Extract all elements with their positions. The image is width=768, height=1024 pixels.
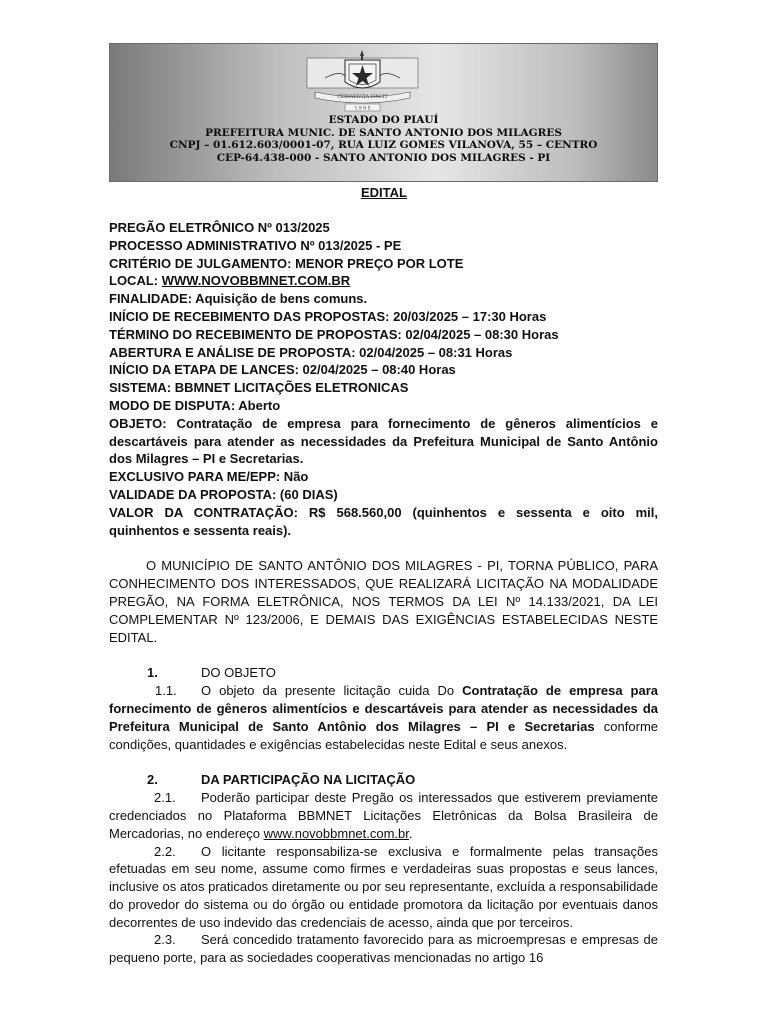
field-inicio-recebimento: INÍCIO DE RECEBIMENTO DAS PROPOSTAS: 20/03/2025 – 17:30 Horas	[109, 308, 547, 324]
section-1-number: 1.	[147, 665, 158, 681]
field-inicio-lances: INÍCIO DA ETAPA DE LANCES: 02/04/2025 – 08:40 Horas	[109, 362, 456, 378]
field-modo-disputa: MODO DE DISPUTA: Aberto	[109, 397, 281, 413]
letterhead	[109, 43, 658, 182]
intro-paragraph: O MUNICÍPIO DE SANTO ANTÔNIO DOS MILAGRES - PI, TORNA PÚBLICO, PARA CONHECIMENTO DOS INTERESSADOS, QUE REALIZARÁ LICITAÇÃO NA MODALIDADE PREGÃO, NA FORMA ELETRÔNICA, NOS TERMOS DA LEI Nº 14.133/2021, DA LEI COMPLEMENTAR Nº 123/2006, E DEMAIS DAS EXIGÊNCIAS ESTABELECIDAS NESTE EDITAL.	[109, 558, 658, 645]
section-2-title: DA PARTICIPAÇÃO NA LICITAÇÃO	[201, 772, 416, 788]
item-2-1	[109, 789, 658, 842]
field-pregao: PREGÃO ELETRÔNICO Nº 013/2025	[109, 220, 330, 235]
section-2-heading	[109, 771, 658, 789]
document-title: EDITAL	[361, 185, 407, 200]
field-valor: VALOR DA CONTRATAÇÃO: R$ 568.560,00 (quinhentos e sessenta e oito mil, quinhentos e sessenta reais).	[109, 504, 658, 538]
header-cep: CEP-64.438-000 - SANTO ANTONIO DOS MILAGRES - PI	[216, 151, 551, 164]
item-1-1-text-post: conforme condições, quantidades e exigências estabelecidas neste Edital e seus anexos.	[109, 718, 659, 752]
field-termino-recebimento: TÉRMINO DO RECEBIMENTO DE PROPOSTAS: 02/04/2025 – 08:30 Horas	[109, 326, 559, 342]
item-1-1-text-pre: O objeto da presente licitação cuida Do	[201, 683, 463, 699]
section-1-heading	[109, 664, 658, 682]
item-2-2	[109, 843, 658, 932]
field-local-label: LOCAL:	[109, 273, 162, 289]
field-sistema: SISTEMA: BBMNET LICITAÇÕES ELETRONICAS	[109, 380, 409, 396]
field-validade: VALIDADE DA PROPOSTA: (60 DIAS)	[109, 486, 338, 502]
item-2-1-text: Poderão participar deste Pregão os interessados que estiverem previamente credenciados no Plataforma BBMNET Licitações Eletrônicas da Bolsa Brasileira de Mercadorias, no endereço	[109, 790, 658, 841]
crest-motto: CERTATIVITA VINCIT	[337, 95, 388, 100]
item-1-1-text-bold: Contratação de empresa para fornecimento de gêneros alimentícios e descartáveis para atender as necessidades da Prefeitura Municipal de Santo Antônio dos Milagres – PI e Secretarias	[109, 683, 659, 734]
section-1-title: DO OBJETO	[201, 665, 276, 681]
bbmnet-website-link[interactable]: www.novobbmnet.com.br	[263, 825, 409, 841]
field-abertura: ABERTURA E ANÁLISE DE PROPOSTA: 02/04/2025 – 08:31 Horas	[109, 344, 513, 360]
item-2-3-number: 2.3.	[154, 932, 176, 948]
header-cnpj-address: CNPJ – 01.612.603/0001-07, RUA LUIZ GOMES VILANOVA, 55 – CENTRO	[169, 139, 598, 151]
field-local	[109, 272, 658, 290]
local-website-link[interactable]: WWW.NOVOBBMNET.COM.BR	[161, 273, 351, 289]
item-2-1-number: 2.1.	[154, 790, 176, 806]
item-2-3-text: Será concedido tratamento favorecido para as microempresas e empresas de pequeno porte, para as sociedades cooperativas mencionadas no artigo 16	[109, 932, 658, 966]
field-objeto: OBJETO: Contratação de empresa para fornecimento de gêneros alimentícios e descartáveis para atender as necessidades da Prefeitura Municipal de Santo Antônio dos Milagres – PI e Secretarias.	[109, 415, 658, 467]
item-1-1	[109, 682, 658, 753]
crest-year: 1 9 9 5	[354, 106, 371, 112]
field-exclusivo: EXCLUSIVO PARA ME/EPP: Não	[109, 469, 309, 485]
field-processo: PROCESSO ADMINISTRATIVO Nº 013/2025 - PE	[109, 237, 402, 253]
header-prefeitura: PREFEITURA MUNIC. DE SANTO ANTONIO DOS MILAGRES	[205, 126, 562, 139]
section-2-number: 2.	[147, 772, 158, 788]
item-2-3	[109, 931, 658, 967]
field-finalidade: FINALIDADE: Aquisição de bens comuns.	[109, 291, 368, 307]
field-criterio: CRITÉRIO DE JULGAMENTO: MENOR PREÇO POR LOTE	[109, 255, 464, 271]
document-body	[109, 219, 658, 967]
header-state: ESTADO DO PIAUÍ	[328, 114, 439, 126]
item-1-1-number: 1.1.	[155, 683, 177, 699]
item-2-2-text: O licitante responsabiliza-se exclusiva e formalmente pelas transações efetuadas em seu nome, assume como firmes e verdadeiras suas propostas e seus lances, inclusive os atos praticados diretamente ou por seu representante, excluída a responsabilidade do provedor do sistema ou do órgão ou entidade promotora da licitação por eventuais danos decorrentes de uso indevido das credenciais de acesso, ainda que por terceiros.	[109, 843, 658, 930]
item-2-2-number: 2.2.	[154, 843, 176, 859]
municipal-crest-emblem	[305, 48, 420, 114]
item-2-1-end: .	[408, 825, 413, 841]
